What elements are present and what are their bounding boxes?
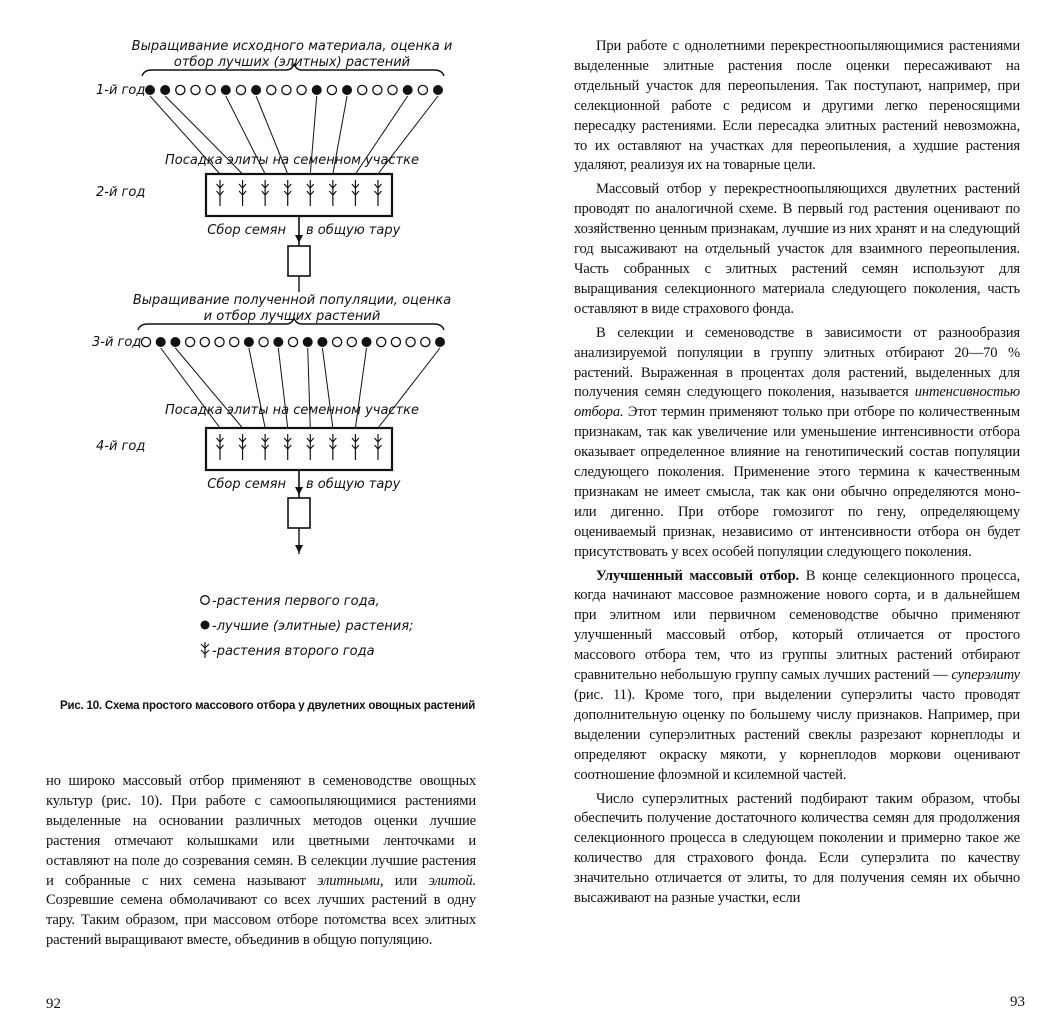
arrowhead-2 bbox=[295, 487, 303, 495]
arrowhead-3 bbox=[295, 545, 303, 553]
text-run: Созревшие семена обмолачивают со всех лучших растений в одну тару. Таким образом, при массовом отборе потомства всех элитных растений выращивают вместе, объединив в общую популяцию. bbox=[46, 892, 476, 949]
text-run: но широко массовый отбор применяют в семеноводстве овощных культур (рис. 10). При работе с самоопыляющимися растениями выделенные на основании различных методов оценки лучшие растения отмечают колышками или цветными ленточками и оставляют на поле до созревания семян. В селекции лучшие растения и собранные с них семена называют bbox=[46, 773, 476, 889]
elite-plant-marker bbox=[221, 85, 231, 95]
year-1-label: 1-й год bbox=[96, 83, 146, 98]
plant-marker bbox=[333, 337, 342, 346]
seed-container-1 bbox=[288, 246, 310, 276]
seed-plot-box-2 bbox=[206, 428, 392, 470]
elite-plant-marker bbox=[145, 85, 155, 95]
right-paragraph-1: При работе с однолетними перекрестноопыляющимися растениями выделенные элитные растения после оценки пересаживают на отдельный участок для переопыления. Так поступают, например, при селекционной работе с редисом и другими легко переносящими пересадку растениями. Если пересадка элитных растений невозможна, то их оставляют на участках для переопыления, а худшие растения удаляют, реализуя их на товарные цели. bbox=[574, 38, 1020, 174]
section-heading: Улучшенный массовый отбор. bbox=[596, 567, 800, 584]
text-run: (рис. 11). Кроме того, при выделении суперэлиты часто проводят дополнительную оценку по большему числу признаков. Например, при выделении суперэлитных растений свеклы разрезают корнеплоды и определяют окраску мякоти, у корнеплодов моркови оценивают соотношение флоэмной и ксилемной частей. bbox=[574, 687, 1020, 783]
planting-label-1: Посадка элиты на семенном участке bbox=[165, 153, 419, 168]
elite-plant-marker bbox=[433, 85, 443, 95]
mid-caption-line1: Выращивание полученной популяции, оценка bbox=[132, 293, 452, 308]
plant-marker bbox=[406, 337, 415, 346]
right-paragraph-3 bbox=[574, 324, 1020, 563]
year-3-label: 3-й год bbox=[92, 335, 142, 350]
harvest-label-2b: в общую тару bbox=[306, 477, 401, 492]
plant-marker bbox=[206, 85, 215, 94]
right-paragraph-5: Число суперэлитных растений подбирают таким образом, чтобы обеспечить получение достаточного количества семян для продолжения селекционного процесса в следующем поколении и примерно такое же количество для страхового фонда. Если суперэлита по качеству значительно отличается от элиты, то для получения семян их обычно высаживают на разные участки, если bbox=[574, 790, 1020, 907]
page-number-left: 92 bbox=[46, 996, 61, 1012]
elite-plant-marker bbox=[303, 337, 313, 347]
plant-marker bbox=[191, 85, 200, 94]
elite-plant-marker bbox=[342, 85, 352, 95]
elite-plant-marker bbox=[317, 337, 327, 347]
elite-plant-marker bbox=[244, 337, 254, 347]
plant-marker bbox=[230, 337, 239, 346]
elite-plant-marker bbox=[170, 337, 180, 347]
elite-plant-marker bbox=[312, 85, 322, 95]
left-paragraph-1 bbox=[46, 772, 476, 951]
figure-caption: Рис. 10. Схема простого массового отбора у двулетних овощных растений bbox=[60, 700, 476, 712]
page-number-right: 93 bbox=[1010, 994, 1025, 1010]
plant-row-year-1 bbox=[145, 85, 443, 95]
plant-marker bbox=[373, 85, 382, 94]
plant-marker bbox=[186, 337, 195, 346]
legend-open-circle: -растения первого года, bbox=[212, 594, 380, 609]
plant-marker bbox=[282, 85, 291, 94]
text-run: Этот термин применяют только при отборе по количественным признакам, так как увеличение или уменьшение интенсивности отбора оказывает определенное влияние на генотипический состав популяции следующего поколения. Применение этого термина к качественным признакам не имеет смысла, так как они обычно определяются моно- или дигенно. При отборе гомозигот по гену, определяющему оцениваемый признак, независимо от интенсивности отбора он будет присутствовать у всех особей популяции следующего поколения. bbox=[574, 404, 1020, 560]
right-paragraph-2: Массовый отбор у перекрестноопыляющихся двулетних растений проводят по аналогичной схеме. В первый год растения оценивают по хозяйственно ценным признакам, лучшие из них хранят и на следующий год высаживают на отдельный участок для взаимного переопыления. Часть собранных с элитных растений семян используют для выращивания селекционного материала следующего поколения, часть оставляют в виде страхового фонда. bbox=[574, 181, 1020, 317]
harvest-label-1b: в общую тару bbox=[306, 223, 401, 238]
seed-container-2 bbox=[288, 498, 310, 528]
italic-term: интенсивностью отбора. bbox=[574, 384, 1020, 421]
italic-term: суперэлиту bbox=[951, 667, 1020, 684]
plant-marker bbox=[327, 85, 336, 94]
plant-row-year-3 bbox=[141, 337, 445, 347]
plant-marker bbox=[347, 337, 356, 346]
plant-marker bbox=[141, 337, 150, 346]
italic-term: элитой. bbox=[428, 872, 477, 889]
legend-filled-circle: -лучшие (элитные) растения; bbox=[212, 619, 414, 634]
plant-marker bbox=[391, 337, 400, 346]
plant-marker bbox=[200, 337, 209, 346]
plant-marker bbox=[215, 337, 224, 346]
plant-marker bbox=[377, 337, 386, 346]
year-4-label: 4-й год bbox=[96, 439, 146, 454]
plant-marker bbox=[418, 85, 427, 94]
text-run: В селекции и семеноводстве в зависимости от разнообразия анализируемой популяции в группу элитных отбирают 20—70 % растений. Выраженная в процентах доля растений, выделенных для получения семян следующего поколения, называется bbox=[574, 324, 1020, 401]
elite-plant-marker bbox=[362, 337, 372, 347]
mid-caption-line2: и отбор лучших растений bbox=[203, 309, 381, 324]
plant-mark-icon bbox=[201, 642, 209, 658]
left-page-text bbox=[46, 772, 476, 951]
harvest-label-1a: Сбор семян bbox=[207, 223, 286, 238]
plant-marker bbox=[267, 85, 276, 94]
seed-plot-box-1 bbox=[206, 174, 392, 216]
elite-plant-marker bbox=[160, 85, 170, 95]
elite-plant-marker bbox=[156, 337, 166, 347]
arrowhead-1 bbox=[295, 235, 303, 243]
text-run: или bbox=[383, 872, 429, 889]
plant-marker bbox=[288, 337, 297, 346]
plant-marker bbox=[259, 337, 268, 346]
right-page-text bbox=[574, 37, 1020, 909]
right-paragraph-4 bbox=[574, 567, 1020, 786]
plant-marker bbox=[421, 337, 430, 346]
elite-plant-marker bbox=[435, 337, 445, 347]
italic-term: элитными, bbox=[317, 872, 384, 889]
text-run: В конце селекционного процесса, когда начинают массовое размножение нового сорта, и в дальнейшем при элитном или первичном семеноводстве обычно применяют улучшенный массовый отбор, который отличается от простого массового отбора тем, что из группы элитных растений отбирают сравнительно небольшую группу самых лучших растений — bbox=[574, 567, 1020, 684]
legend-plant-mark: -растения второго года bbox=[212, 644, 375, 659]
top-caption-line2: отбор лучших (элитных) растений bbox=[173, 55, 411, 70]
open-circle-icon bbox=[201, 596, 210, 605]
plant-marker bbox=[388, 85, 397, 94]
selection-scheme-diagram bbox=[60, 28, 500, 688]
plant-marker bbox=[176, 85, 185, 94]
planting-label-2: Посадка элиты на семенном участке bbox=[165, 403, 419, 418]
elite-plant-marker bbox=[251, 85, 261, 95]
filled-circle-icon bbox=[201, 621, 210, 630]
harvest-label-2a: Сбор семян bbox=[207, 477, 286, 492]
elite-plant-marker bbox=[273, 337, 283, 347]
elite-plant-marker bbox=[403, 85, 413, 95]
plant-marker bbox=[297, 85, 306, 94]
scheme-svg bbox=[60, 28, 500, 688]
plant-marker bbox=[236, 85, 245, 94]
year-2-label: 2-й год bbox=[96, 185, 146, 200]
top-caption-line1: Выращивание исходного материала, оценка и bbox=[131, 39, 453, 54]
plant-marker bbox=[358, 85, 367, 94]
